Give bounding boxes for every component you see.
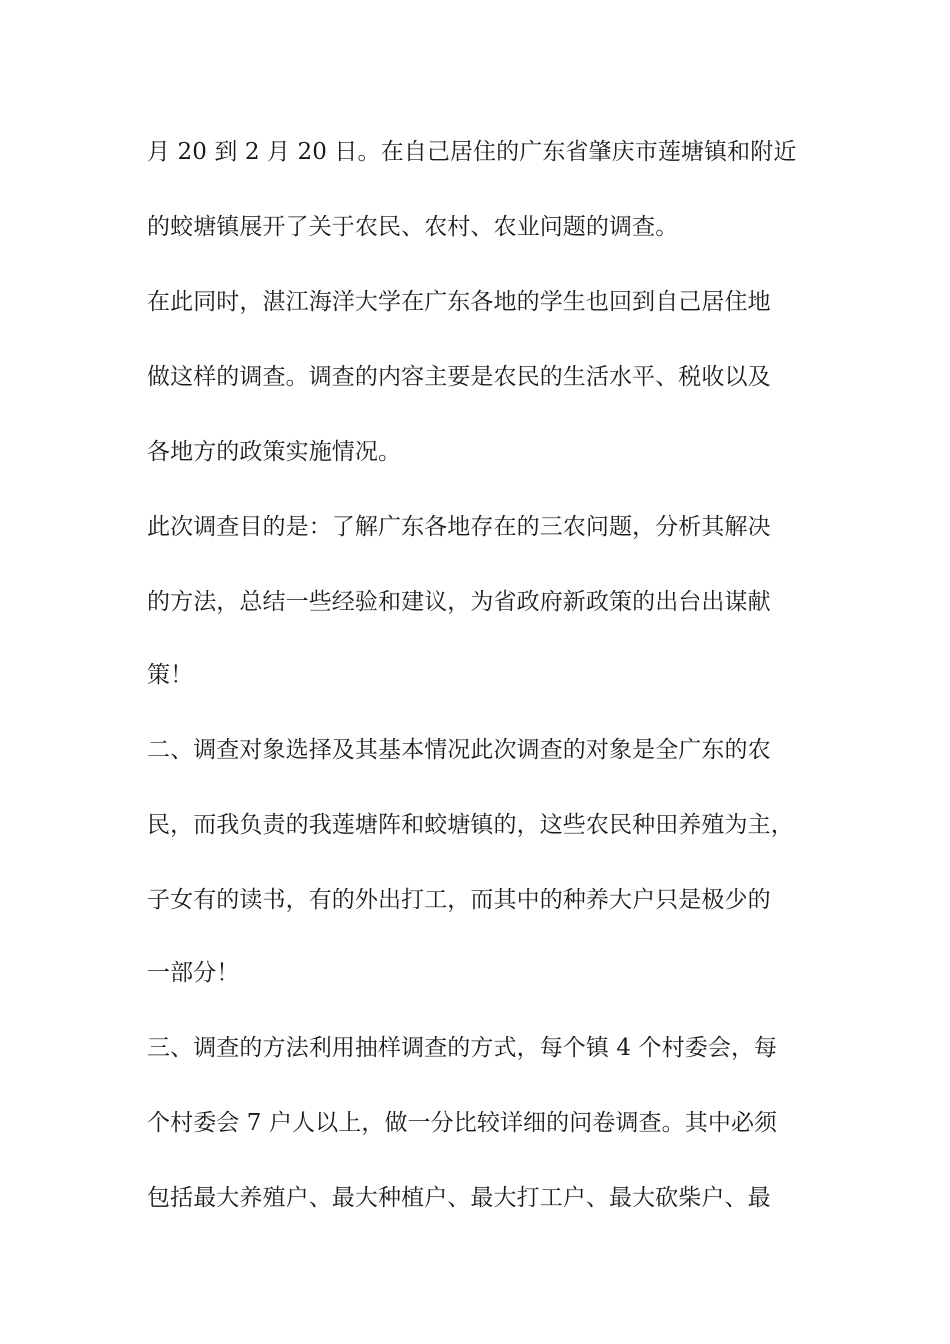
text-line: 包括最大养殖户、最大种植户、最大打工户、最大砍柴户、最 (147, 1185, 771, 1211)
text-line: 三、调查的方法利用抽样调查的方式，每个镇 4 个村委会，每 (147, 1035, 778, 1061)
text-line: 月 20 到 2 月 20 日。在自己居住的广东省肇庆市莲塘镇和附近 (147, 139, 797, 165)
text-line: 的蛟塘镇展开了关于农民、农村、农业问题的调查。 (147, 214, 679, 240)
text-line: 一部分！ (147, 960, 240, 986)
text-line: 在此同时，湛江海洋大学在广东各地的学生也回到自己居住地 (147, 289, 771, 315)
text-line: 二、调查对象选择及其基本情况此次调查的对象是全广东的农 (147, 737, 771, 763)
text-line: 的方法，总结一些经验和建议，为省政府新政策的出台出谋献 (147, 589, 771, 615)
text-line: 民，而我负责的我莲塘阵和蛟塘镇的，这些农民种田养殖为主， (147, 812, 794, 838)
text-line: 做这样的调查。调查的内容主要是农民的生活水平、税收以及 (147, 364, 771, 390)
text-line: 各地方的政策实施情况。 (147, 439, 402, 465)
text-line: 子女有的读书，有的外出打工，而其中的种养大户只是极少的 (147, 887, 771, 913)
text-line: 此次调查目的是：了解广东各地存在的三农问题，分析其解决 (147, 514, 771, 540)
text-line: 个村委会 7 户人以上，做一分比较详细的问卷调查。其中必须 (147, 1110, 778, 1136)
text-line: 策！ (147, 662, 194, 688)
